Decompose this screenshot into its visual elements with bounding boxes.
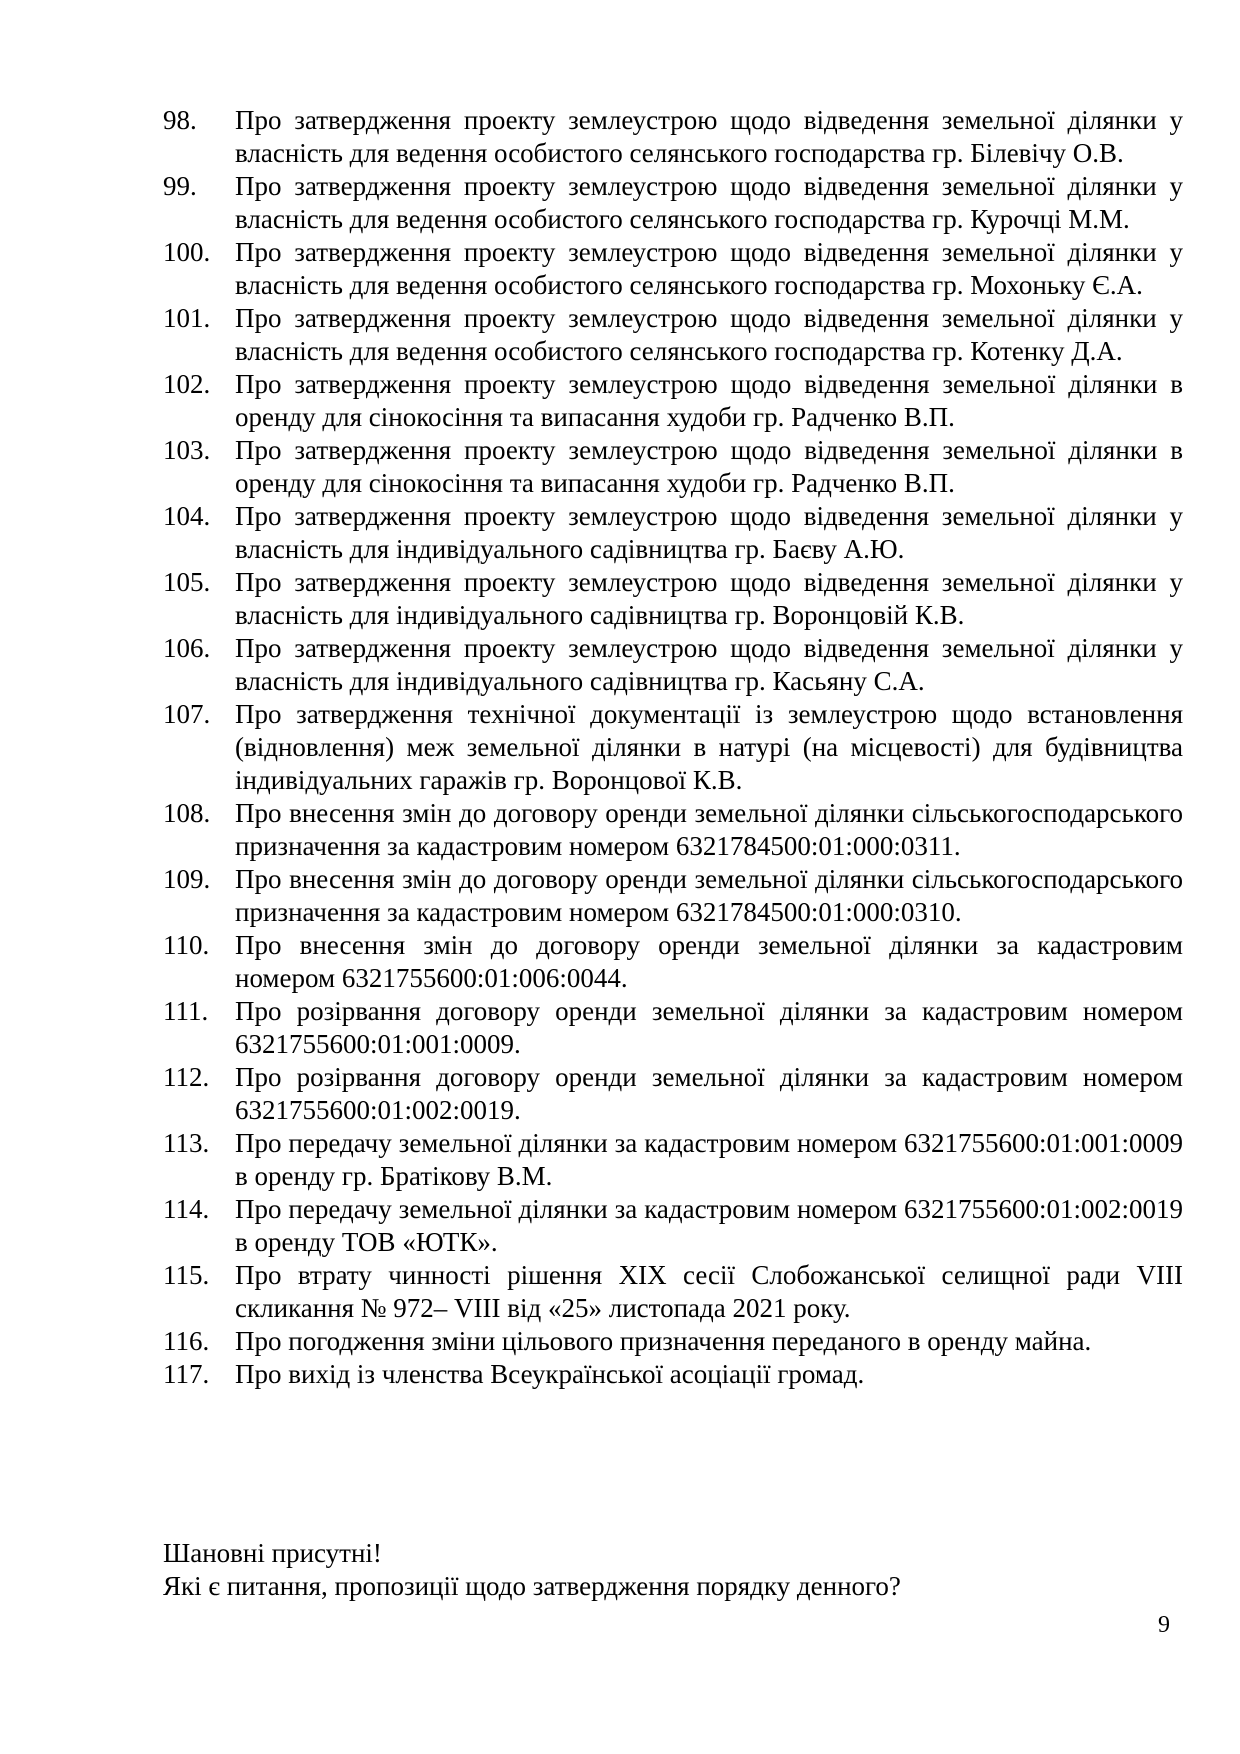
agenda-item-text: Про затвердження проекту землеустрою щодо відведення земельної ділянки у власність для ведення особистого селянського господарства гр. Білевічу О.В.	[235, 105, 1183, 168]
agenda-item-text: Про розірвання договору оренди земельної ділянки за кадастровим номером 6321755600:01:001:0009.	[235, 996, 1183, 1059]
agenda-item-number: 100.	[163, 237, 211, 267]
agenda-item-number: 117.	[163, 1359, 210, 1389]
agenda-item	[163, 929, 1183, 995]
agenda-item	[163, 1325, 1183, 1358]
agenda-item	[163, 104, 1183, 170]
agenda-item-text: Про передачу земельної ділянки за кадастровим номером 6321755600:01:001:0009 в оренду гр. Братікову В.М.	[235, 1128, 1183, 1191]
agenda-item-text: Про втрату чинності рішення XIX сесії Слобожанської селищної ради VIII скликання № 972– VIII від «25» листопада 2021 року.	[235, 1260, 1183, 1323]
agenda-item-text: Про затвердження проекту землеустрою щодо відведення земельної ділянки в оренду для сінокосіння та випасання худоби гр. Радченко В.П.	[235, 435, 1183, 498]
agenda-item-text: Про вихід із членства Всеукраїнської асоціації громад.	[235, 1359, 865, 1389]
closing-question: Які є питання, пропозиції щодо затвердження порядку денного?	[163, 1571, 901, 1601]
agenda-item	[163, 434, 1183, 500]
agenda-item-text: Про внесення змін до договору оренди земельної ділянки за кадастровим номером 6321755600:01:006:0044.	[235, 930, 1183, 993]
agenda-item-number: 107.	[163, 699, 211, 729]
agenda-item-text: Про затвердження проекту землеустрою щодо відведення земельної ділянки у власність для ведення особистого селянського господарства гр. Курочці М.М.	[235, 171, 1183, 234]
agenda-item	[163, 1127, 1183, 1193]
agenda-item-text: Про затвердження проекту землеустрою щодо відведення земельної ділянки у власність для ведення особистого селянського господарства гр. Котенку Д.А.	[235, 303, 1183, 366]
agenda-item-number: 101.	[163, 303, 211, 333]
agenda-item-number: 114.	[163, 1194, 210, 1224]
agenda-item	[163, 368, 1183, 434]
agenda-item-text: Про внесення змін до договору оренди земельної ділянки сільськогосподарського призначення за кадастровим номером 6321784500:01:000:0310.	[235, 864, 1183, 927]
agenda-item-number: 113.	[163, 1128, 210, 1158]
agenda-item-text: Про затвердження проекту землеустрою щодо відведення земельної ділянки у власність для ведення особистого селянського господарства гр. Мохоньку Є.А.	[235, 237, 1183, 300]
agenda-item	[163, 863, 1183, 929]
agenda-item-number: 98.	[163, 105, 197, 135]
agenda-item-number: 112.	[163, 1062, 210, 1092]
agenda-item-text: Про затвердження проекту землеустрою щодо відведення земельної ділянки у власність для індивідуального садівництва гр. Касьяну С.А.	[235, 633, 1183, 696]
agenda-item-number: 108.	[163, 798, 211, 828]
agenda-item-number: 109.	[163, 864, 211, 894]
agenda-item	[163, 566, 1183, 632]
agenda-item-number: 115.	[163, 1260, 210, 1290]
agenda-list	[163, 104, 1183, 1391]
agenda-item-text: Про погодження зміни цільового призначення переданого в оренду майна.	[235, 1326, 1092, 1356]
agenda-item	[163, 995, 1183, 1061]
agenda-item	[163, 1061, 1183, 1127]
page-number: 9	[1158, 1612, 1170, 1638]
agenda-item	[163, 1259, 1183, 1325]
agenda-item-number: 103.	[163, 435, 211, 465]
agenda-item	[163, 1193, 1183, 1259]
agenda-item-number: 102.	[163, 369, 211, 399]
agenda-item	[163, 302, 1183, 368]
agenda-item-text: Про передачу земельної ділянки за кадастровим номером 6321755600:01:002:0019 в оренду ТОВ «ЮТК».	[235, 1194, 1183, 1257]
agenda-item-number: 105.	[163, 567, 211, 597]
agenda-item-number: 99.	[163, 171, 197, 201]
agenda-item-number: 110.	[163, 930, 210, 960]
agenda-item-text: Про розірвання договору оренди земельної ділянки за кадастровим номером 6321755600:01:002:0019.	[235, 1062, 1183, 1125]
agenda-item-text: Про внесення змін до договору оренди земельної ділянки сільськогосподарського призначення за кадастровим номером 6321784500:01:000:0311.	[235, 798, 1183, 861]
agenda-item-number: 106.	[163, 633, 211, 663]
agenda-item-number: 116.	[163, 1326, 210, 1356]
agenda-item	[163, 1358, 1183, 1391]
agenda-item-text: Про затвердження проекту землеустрою щодо відведення земельної ділянки у власність для індивідуального садівництва гр. Баєву А.Ю.	[235, 501, 1183, 564]
agenda-item	[163, 698, 1183, 797]
agenda-item	[163, 236, 1183, 302]
agenda-item	[163, 797, 1183, 863]
agenda-item-text: Про затвердження проекту землеустрою щодо відведення земельної ділянки у власність для індивідуального садівництва гр. Воронцовій К.В.	[235, 567, 1183, 630]
agenda-item-number: 111.	[163, 996, 209, 1026]
closing-greeting: Шановні присутні!	[163, 1538, 382, 1568]
agenda-item-number: 104.	[163, 501, 211, 531]
agenda-item	[163, 632, 1183, 698]
agenda-item	[163, 170, 1183, 236]
agenda-item-text: Про затвердження проекту землеустрою щодо відведення земельної ділянки в оренду для сінокосіння та випасання худоби гр. Радченко В.П.	[235, 369, 1183, 432]
closing-section	[163, 1537, 1183, 1603]
agenda-item	[163, 500, 1183, 566]
agenda-item-text: Про затвердження технічної документації із землеустрою щодо встановлення (відновлення) меж земельної ділянки в натурі (на місцевості) для будівництва індивідуальних гаражів гр. Воронцової К.В.	[235, 699, 1183, 795]
